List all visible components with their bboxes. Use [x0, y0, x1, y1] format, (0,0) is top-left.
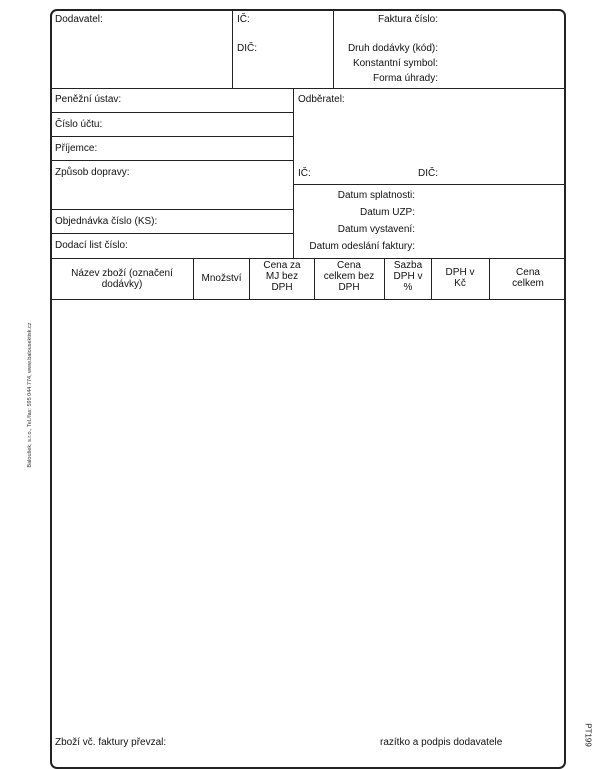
divider: [51, 88, 565, 89]
divider: [314, 258, 315, 299]
divider: [232, 10, 233, 88]
divider: [384, 258, 385, 299]
column-header-quantity: Množství: [201, 273, 242, 284]
column-header-vat-rate: Sazba DPH v %: [393, 260, 423, 293]
goods-received-label: Zboží vč. faktury převzal:: [55, 737, 167, 748]
column-header-total: Cena celkem: [512, 267, 544, 289]
due-date-label: Datum splatnosti:: [337, 190, 415, 201]
order-number-label: Objednávka číslo (KS):: [55, 216, 158, 227]
delivery-note-label: Dodací list číslo:: [55, 240, 128, 251]
invoice-form-frame: [50, 9, 566, 769]
delivery-type-label: Druh dodávky (kód):: [347, 43, 438, 54]
customer-ic-label: IČ:: [298, 168, 311, 179]
divider: [51, 299, 565, 300]
column-header-item-name: Název zboží (označení dodávky): [71, 268, 173, 290]
supplier-signature-label: razítko a podpis dodavatele: [380, 737, 503, 748]
shipping-method-label: Způsob dopravy:: [55, 167, 130, 178]
bank-label: Peněžní ústav:: [55, 94, 122, 105]
printer-imprint: Baloušek, s.r.o., Tel./fax: 595 044 774, www.balousektisk.cz: [27, 322, 33, 468]
divider: [51, 209, 293, 210]
divider: [51, 112, 293, 113]
sent-date-label: Datum odeslání faktury:: [309, 241, 415, 252]
divider: [293, 184, 565, 185]
divider: [51, 160, 293, 161]
column-header-unit-price: Cena za MJ bez DPH: [263, 260, 301, 293]
recipient-label: Příjemce:: [55, 143, 98, 154]
supplier-dic-label: DIČ:: [237, 43, 257, 54]
account-number-label: Číslo účtu:: [55, 119, 103, 130]
divider: [51, 136, 293, 137]
tax-date-label: Datum UZP:: [359, 207, 415, 218]
divider: [51, 233, 293, 234]
divider: [249, 258, 250, 299]
form-code: PT199: [583, 723, 593, 747]
payment-method-label: Forma úhrady:: [372, 73, 438, 84]
customer-dic-label: DIČ:: [418, 168, 438, 179]
customer-label: Odběratel:: [298, 94, 345, 105]
issue-date-label: Datum vystavení:: [337, 224, 415, 235]
divider: [431, 258, 432, 299]
column-header-vat-amount: DPH v Kč: [445, 267, 475, 289]
constant-symbol-label: Konstantní symbol:: [352, 58, 438, 69]
invoice-number-label: Faktura číslo:: [377, 14, 438, 25]
column-header-total-excl-vat: Cena celkem bez DPH: [323, 260, 375, 293]
supplier-ic-label: IČ:: [237, 14, 250, 25]
supplier-label: Dodavatel:: [55, 14, 103, 25]
divider: [51, 258, 565, 259]
divider: [489, 258, 490, 299]
divider: [293, 88, 294, 258]
